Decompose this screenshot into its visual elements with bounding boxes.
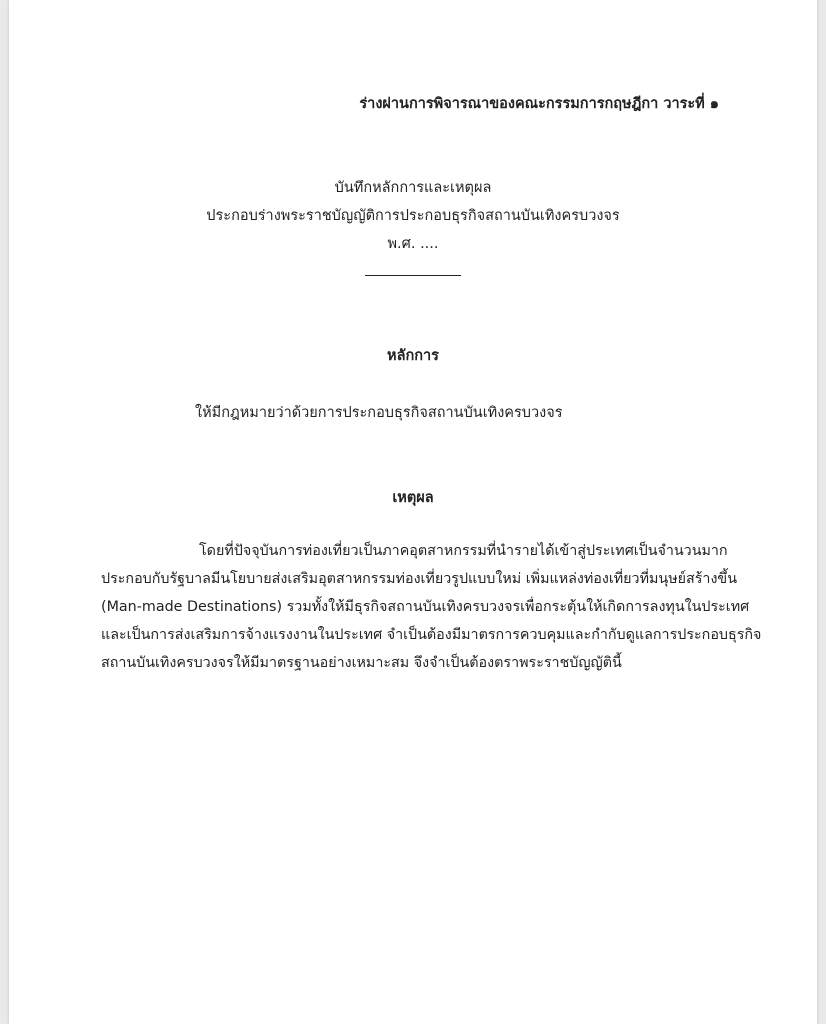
title-divider [365, 275, 461, 276]
draft-status-note: ร่างผ่านการพิจารณาของคณะกรรมการกฤษฎีกา วาระที่ ๑ [359, 96, 719, 112]
reason-line: (Man-made Destinations) รวมทั้งให้มีธุรกิจสถานบันเทิงครบวงจรเพื่อกระตุ้นให้เกิดการลงทุนในประเทศ [101, 599, 750, 615]
reason-line: โดยที่ปัจจุบันการท่องเที่ยวเป็นภาคอุตสาหกรรมที่นำรายได้เข้าสู่ประเทศเป็นจำนวนมาก [199, 543, 728, 559]
reason-line: และเป็นการส่งเสริมการจ้างแรงงานในประเทศ จำเป็นต้องมีมาตรการควบคุมและกำกับดูแลการประกอบธุรกิจ [101, 627, 762, 643]
document-page [9, 0, 817, 1024]
principle-text: ให้มีกฎหมายว่าด้วยการประกอบธุรกิจสถานบันเทิงครบวงจร [195, 405, 563, 421]
reason-line: ประกอบกับรัฐบาลมีนโยบายส่งเสริมอุตสาหกรรมท่องเที่ยวรูปแบบใหม่ เพิ่มแหล่งท่องเที่ยวที่มนุษย์สร้างขึ้น [101, 571, 737, 587]
reason-line: สถานบันเทิงครบวงจรให้มีมาตรฐานอย่างเหมาะสม จึงจำเป็นต้องตราพระราชบัญญัตินี้ [101, 655, 622, 671]
memo-subtitle: ประกอบร่างพระราชบัญญัติการประกอบธุรกิจสถานบันเทิงครบวงจร [206, 208, 620, 224]
reason-paragraph [101, 537, 762, 677]
memo-title: บันทึกหลักการและเหตุผล [334, 180, 492, 196]
principle-heading: หลักการ [387, 348, 439, 364]
reason-heading: เหตุผล [392, 490, 434, 506]
memo-year: พ.ศ. .... [387, 236, 439, 252]
